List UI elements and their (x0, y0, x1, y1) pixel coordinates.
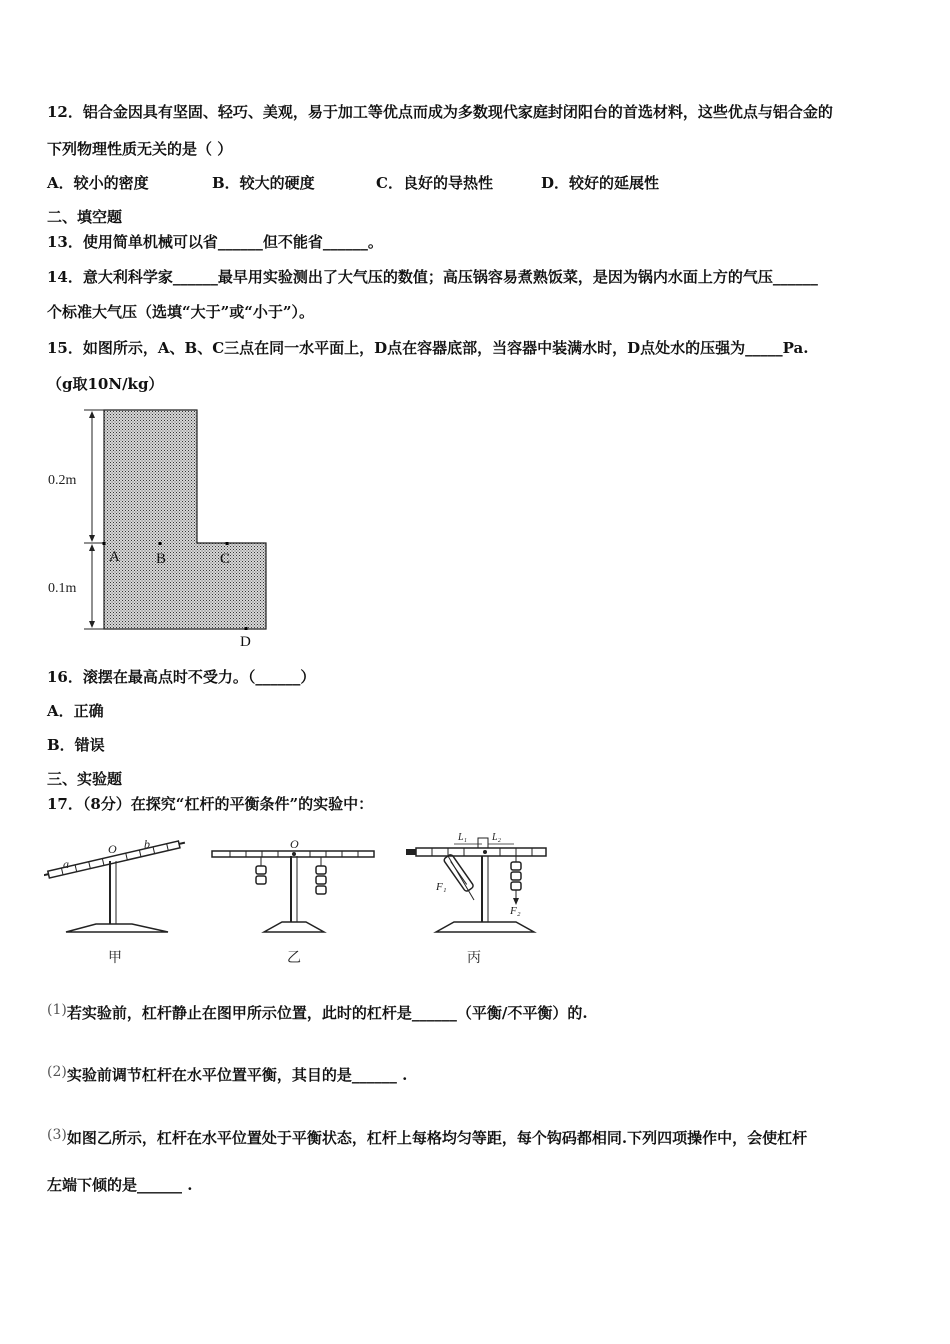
fig-label-bing: 丙 (467, 951, 481, 966)
lever-label-o: O (108, 842, 117, 856)
q17-sub1-number: (1) (47, 1002, 67, 1018)
q16-option-a: A．正确 (47, 702, 104, 720)
q17-lever-figures (44, 828, 554, 970)
q17-sub1 (47, 1000, 588, 1023)
lever-figure-yi (212, 837, 374, 932)
q17-sub1-text: 若实验前，杠杆静止在图甲所示位置，此时的杠杆是______（平衡/不平衡）的. (66, 1004, 588, 1022)
q15-stem-line2: （g取10N/kg） (47, 375, 164, 393)
lever-label-f1: F₁ (436, 881, 447, 893)
q14-stem-line1: 14．意大利科学家______最早用实验测出了大气压的数值；高压锅容易煮熟饭菜，是因为锅内水面上方的气压______ (47, 268, 818, 286)
water-body (104, 410, 266, 629)
q13-stem: 13．使用简单机械可以省______但不能省______。 (47, 233, 383, 251)
q14-stem-line2: 个标准大气压（选填“大于”或“小于”）。 (47, 303, 315, 321)
section-heading-fill-in: 二、填空题 (47, 208, 123, 226)
q16-stem: 16．滚摆在最高点时不受力。（______） (47, 668, 316, 686)
lever-figure-jia (44, 837, 186, 932)
point-d: D (240, 634, 251, 650)
fig-label-yi: 乙 (287, 951, 301, 966)
q12-option-c: C．良好的导热性 (376, 174, 493, 192)
q17-stem: 17．（8分）在探究“杠杆的平衡条件”的实验中： (47, 795, 374, 813)
q17-sub2-text: 实验前调节杠杆在水平位置平衡，其目的是______ . (66, 1066, 408, 1084)
q17-sub3-text: 如图乙所示，杠杆在水平位置处于平衡状态，杠杆上每格均匀等距，每个钩码都相同.下列四项操作中，会使杠杆 (66, 1129, 808, 1147)
lever-label-f2: F₂ (510, 905, 521, 917)
q17-sub3-number: (3) (47, 1127, 67, 1143)
point-b: B (156, 551, 167, 567)
q12-option-a: A．较小的密度 (47, 174, 149, 192)
label-0.2m: 0.2m (48, 473, 77, 488)
section-heading-experiment: 三、实验题 (47, 770, 123, 788)
q16-option-b: B．错误 (47, 736, 105, 754)
lever-label-l1: L₁ (458, 832, 468, 843)
point-a: A (109, 549, 120, 565)
fig-label-jia: 甲 (108, 951, 122, 966)
lever-label-a: a (63, 857, 69, 871)
q12-option-b: B．较大的硬度 (212, 174, 315, 192)
point-c: C (220, 551, 231, 567)
q12-stem-line2: 下列物理性质无关的是（ ） (47, 140, 233, 158)
lever-label-l2: L₂ (492, 832, 502, 843)
q17-sub3-line2: 左端下倾的是______ . (47, 1176, 193, 1194)
label-0.1m: 0.1m (48, 581, 77, 596)
q12-option-d: D．较好的延展性 (541, 174, 660, 192)
q15-stem-line1: 15．如图所示，A、B、C三点在同一水平面上，D点在容器底部，当容器中装满水时，D点处水的压强为_____Pa. (47, 339, 809, 357)
q12-stem-line1: 12．铝合金因具有坚固、轻巧、美观，易于加工等优点而成为多数现代家庭封闭阳台的首选材料，这些优点与铝合金的 (47, 103, 833, 121)
q17-sub3-line1 (47, 1125, 807, 1148)
q17-sub2-number: (2) (47, 1064, 67, 1080)
q15-container-figure (44, 402, 284, 652)
lever-figure-bing (406, 832, 546, 932)
q17-sub2 (47, 1062, 407, 1085)
lever-label-o-yi: O (290, 837, 299, 851)
lever-label-b: b (144, 837, 150, 851)
